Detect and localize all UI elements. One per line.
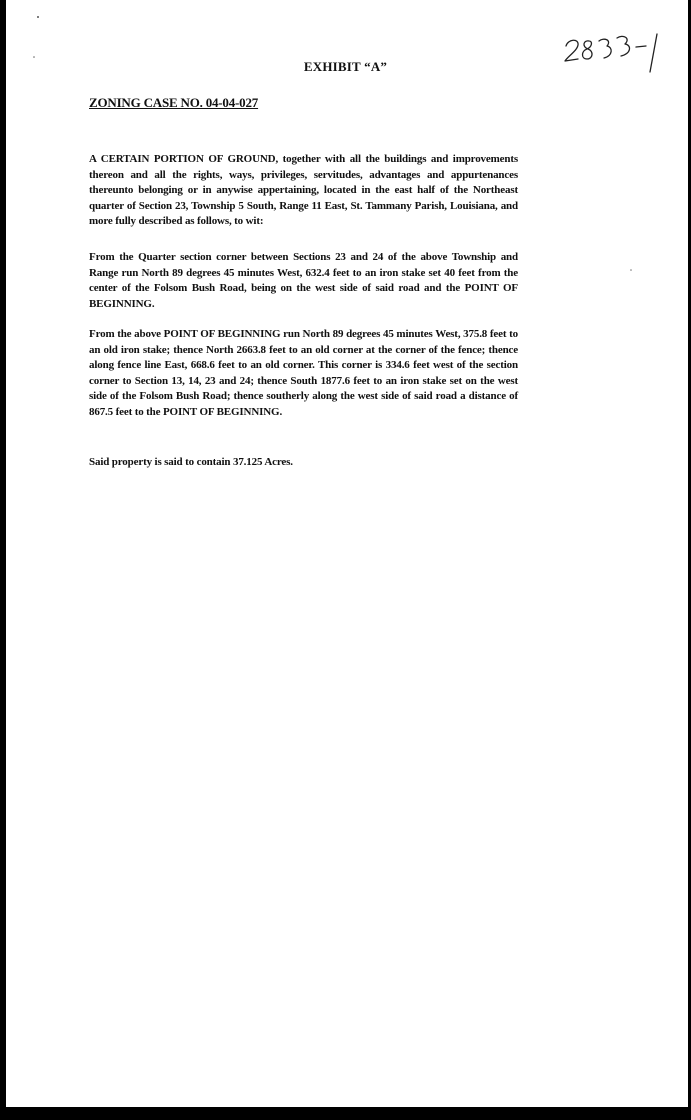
property-description-paragraph: A CERTAIN PORTION OF GROUND, together with all the buildings and improvements thereon and all the rights, ways, privileges, servitudes, advantages and appurtenances thereunto belonging or in anywise appertaining, located in the east half of the Northeast quarter of Section 23, Township 5 South, Range 11 East, St. Tammany Parish, Louisiana, and more fully described as follows, to wit: xyxy=(89,153,518,227)
acreage-statement: Said property is said to contain 37.125 Acres. xyxy=(89,456,293,468)
exhibit-title: EXHIBIT “A” xyxy=(303,59,388,74)
zoning-case-number: ZONING CASE NO. 04-04-027 xyxy=(89,95,259,110)
point-of-beginning-paragraph: From the Quarter section corner between Sections 23 and 24 of the above Township and Range run North 89 degrees 45 minutes West, 632.4 feet to an iron stake set 40 feet from the center of the Folsom Bush Road, being on the west side of said road and the POINT OF BEGINNING. xyxy=(89,251,518,310)
boundary-description-paragraph: From the above POINT OF BEGINNING run North 89 degrees 45 minutes West, 375.8 feet to an old iron stake; thence North 2663.8 feet to an old corner at the corner of the fence; thence along fence line East, 668.6 feet to an old corner. This corner is 334.6 feet west of the section corner to Section 13, 14, 23 and 24; thence South 1877.6 feet to an iron stake set on the west side of the Folsom Bush Road; thence southerly along the west side of said road a distance of 867.5 feet to the POINT OF BEGINNING. xyxy=(89,328,518,418)
